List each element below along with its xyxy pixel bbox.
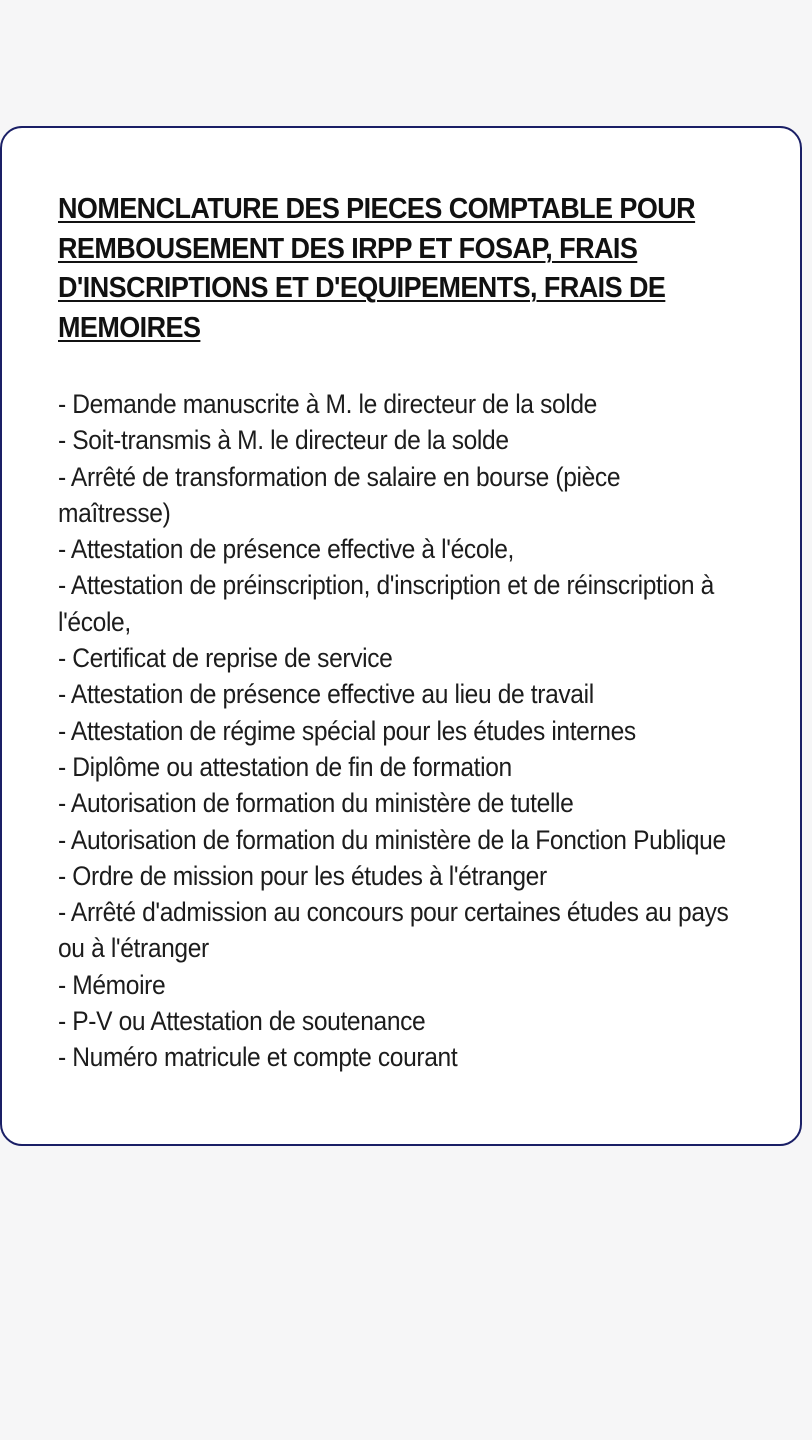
list-item: - Attestation de présence effective à l'école, xyxy=(58,534,514,565)
list-item: - Numéro matricule et compte courant xyxy=(58,1042,458,1073)
list-item: - Autorisation de formation du ministère de tutelle xyxy=(58,788,574,819)
required-documents-list xyxy=(58,386,731,1076)
card-title: NOMENCLATURE DES PIECES COMPTABLE POUR REMBOUSEMENT DES IRPP ET FOSAP, FRAIS D'INSCRIPTIONS ET D'EQUIPEMENTS, FRAIS DE MEMOIRES xyxy=(58,193,696,344)
list-item: - Attestation de présence effective au lieu de travail xyxy=(58,679,594,710)
list-item: - Arrêté d'admission au concours pour certaines études au pays ou à l'étranger xyxy=(58,897,729,964)
list-item: - Certificat de reprise de service xyxy=(58,643,393,674)
list-item: - Attestation de préinscription, d'inscription et de réinscription à l'école, xyxy=(58,570,714,637)
list-item: - Ordre de mission pour les études à l'étranger xyxy=(58,860,547,891)
list-item: - Arrêté de transformation de salaire en bourse (pièce maîtresse) xyxy=(58,461,621,528)
list-item: - Demande manuscrite à M. le directeur de la solde xyxy=(58,389,597,419)
list-item: - Diplôme ou attestation de fin de formation xyxy=(58,751,512,782)
list-item: - Soit-transmis à M. le directeur de la solde xyxy=(58,425,509,456)
list-item: - Autorisation de formation du ministère de la Fonction Publique xyxy=(58,824,726,855)
list-item: - P-V ou Attestation de soutenance xyxy=(58,1006,426,1037)
documents-card xyxy=(0,126,802,1146)
list-item: - Attestation de régime spécial pour les études internes xyxy=(58,715,636,746)
list-item: - Mémoire xyxy=(58,969,166,1000)
